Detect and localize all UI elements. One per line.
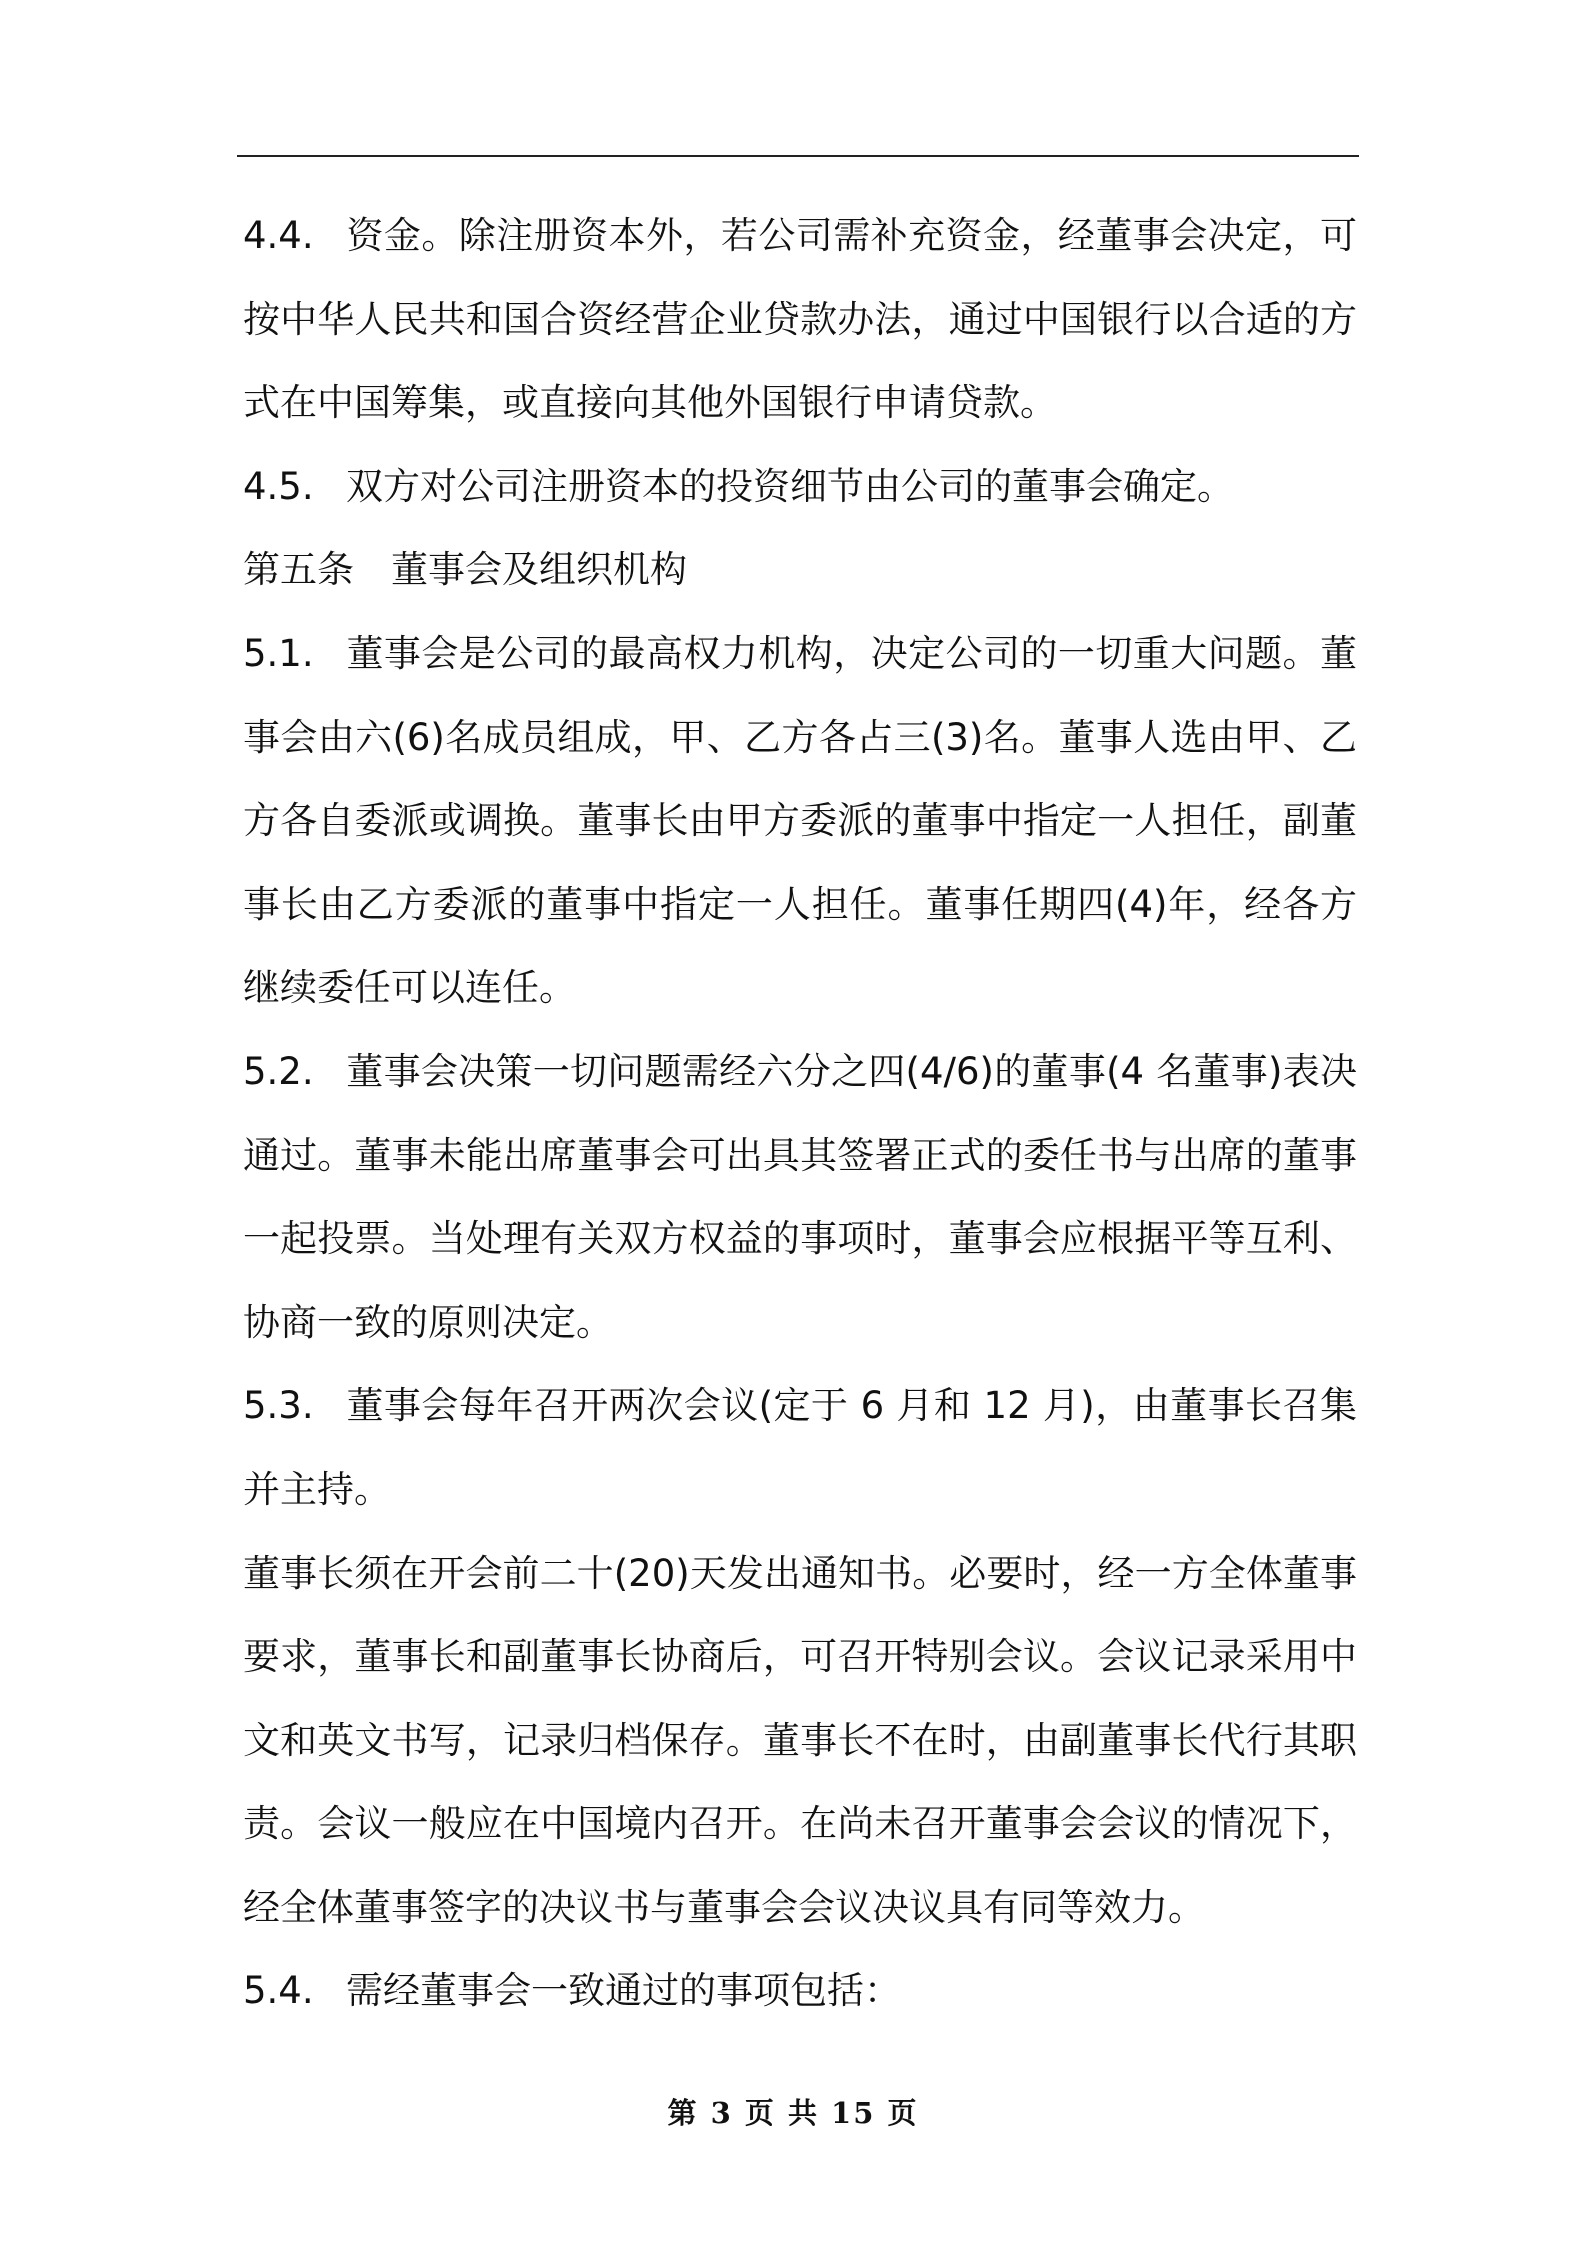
clause-5-1-line-4: 事长由乙方委派的董事中指定一人担任。董事任期四(4)年，经各方 [243, 882, 1357, 926]
clause-number: 4.4. [243, 214, 314, 257]
paragraph-line-1: 董事长须在开会前二十(20)天发出通知书。必要时，经一方全体董事 [243, 1551, 1357, 1595]
clause-number: 5.2. [243, 1049, 314, 1093]
clause-5-2-line-3: 一起投票。当处理有关双方权益的事项时，董事会应根据平等互利、 [243, 1217, 1357, 1261]
clause-5-1-line-3: 方各自委派或调换。董事长由甲方委派的董事中指定一人担任，副董 [243, 799, 1357, 843]
clause-text: 董事会每年召开两次会议(定于 6 月和 12 月)，由董事长召集 [346, 1384, 1357, 1428]
clause-text: 董事会决策一切问题需经六分之四(4/6)的董事(4 名董事)表决 [346, 1049, 1357, 1093]
header-rule [237, 155, 1359, 157]
clause-5-1-line-2: 事会由六(6)名成员组成，甲、乙方各占三(3)名。董事人选由甲、乙 [243, 715, 1357, 759]
clause-5-3-line-2: 并主持。 [243, 1467, 391, 1511]
clause-text: 资金。除注册资本外，若公司需补充资金，经董事会决定，可 [346, 214, 1357, 257]
clause-4-4-line-3: 式在中国筹集，或直接向其他外国银行申请贷款。 [243, 381, 1057, 425]
clause-5-2-line-2: 通过。董事未能出席董事会可出具其签署正式的委任书与出席的董事 [243, 1133, 1357, 1177]
paragraph-line-3: 文和英文书写，记录归档保存。董事长不在时，由副董事长代行其职 [243, 1718, 1357, 1762]
clause-text: 双方对公司注册资本的投资细节由公司的董事会确定。 [346, 464, 1234, 508]
clause-5-1-line-5: 继续委任可以连任。 [243, 966, 576, 1010]
paragraph-line-5: 经全体董事签字的决议书与董事会会议决议具有同等效力。 [243, 1885, 1205, 1929]
paragraph-line-2: 要求，董事长和副董事长协商后，可召开特别会议。会议记录采用中 [243, 1635, 1357, 1679]
page-footer [0, 2091, 1586, 2132]
clause-text: 董事会是公司的最高权力机构，决定公司的一切重大问题。董 [346, 631, 1357, 675]
clause-5-4 [243, 1949, 1357, 2033]
clause-5-2-line-1 [243, 1030, 1357, 1114]
paragraph-line-4: 责。会议一般应在中国境内召开。在尚未召开董事会会议的情况下， [243, 1802, 1357, 1846]
clause-4-4-line-1 [243, 194, 1357, 278]
clause-number: 5.1. [243, 631, 314, 675]
clause-number: 4.5. [243, 464, 314, 508]
clause-4-5 [243, 445, 1357, 529]
page-number: 第 3 页 共 15 页 [667, 2096, 919, 2130]
article-5-heading [243, 528, 1357, 612]
clause-number: 5.3. [243, 1384, 314, 1428]
clause-number: 5.4. [243, 1969, 314, 2013]
clause-5-1-line-1 [243, 612, 1357, 696]
clause-5-2-line-4: 协商一致的原则决定。 [243, 1300, 613, 1344]
article-number: 第五条 [243, 548, 354, 592]
article-title: 董事会及组织机构 [391, 548, 687, 592]
clause-4-4-line-2: 按中华人民共和国合资经营企业贷款办法，通过中国银行以合适的方 [243, 297, 1357, 341]
clause-text: 需经董事会一致通过的事项包括： [346, 1969, 901, 2013]
document-body [243, 194, 1357, 2033]
clause-5-3-line-1 [243, 1364, 1357, 1448]
